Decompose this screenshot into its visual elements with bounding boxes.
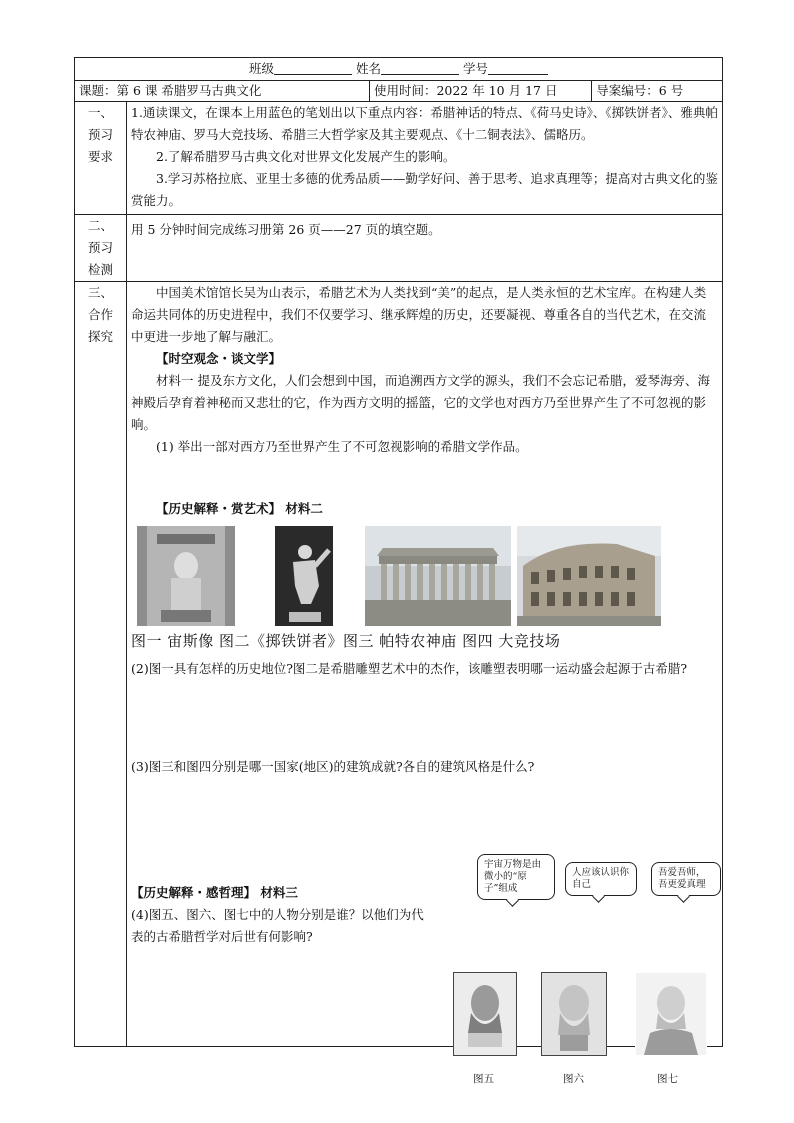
section-1-title-a: 预习	[87, 127, 113, 142]
requirement-1: 1.通读课文，在课本上用蓝色的笔划出以下重点内容：希腊神话的特点、《荷马史诗》、《掷铁饼者》、雅典帕特农神庙、罗马大竞技场、希腊三大哲学家及其主要观点、《十二铜表法》、儒略历。	[131, 105, 718, 142]
question-1: (1) 举出一部对西方乃至世界产生了不可忽视影响的希腊文学作品。	[156, 439, 528, 454]
tag-philosophy: 【历史解释・感哲理】 材料三	[131, 885, 298, 900]
section-1-num: 一、	[87, 105, 113, 120]
section-3-content	[127, 282, 723, 1085]
use-date: 使用时间：2022 年 10 月 17 日	[369, 81, 591, 101]
portrait-fig5	[453, 972, 517, 1056]
portrait-fig7	[635, 972, 707, 1056]
section-2-title-b: 检测	[87, 262, 113, 277]
worksheet-table	[74, 57, 723, 1085]
answer-space-2[interactable]	[131, 680, 718, 756]
fig6-label: 图六	[563, 1073, 584, 1085]
question-3: (3)图三和图四分别是哪一国家(地区)的建筑成就?各自的建筑风格是什么?	[131, 759, 535, 774]
fig7-label: 图七	[657, 1073, 678, 1085]
class-label: 班级	[249, 61, 275, 76]
philosophy-block	[131, 882, 431, 948]
section-3-label	[75, 282, 127, 1047]
section-1-content	[127, 102, 723, 215]
section-3-title-b: 探究	[87, 329, 113, 344]
speech-bubble-democritus: 宇宙万物是由微小的“原子”组成	[477, 854, 555, 900]
question-2: (2)图一具有怎样的历史地位?图二是希腊雕塑艺术中的杰作，该雕塑表明哪一运动盛会起源于古希腊?	[131, 661, 688, 676]
tag-literature: 【时空观念・谈文学】	[156, 351, 282, 366]
preview-task: 用 5 分钟时间完成练习册第 26 页——27 页的填空题。	[131, 222, 441, 237]
meta-row	[75, 81, 723, 102]
section-2-label	[75, 215, 127, 282]
requirement-2: 2.了解希腊罗马古典文化对世界文化发展产生的影响。	[156, 149, 456, 164]
name-label: 姓名	[356, 61, 382, 76]
guide-number: 导案编号：6 号	[596, 83, 684, 98]
header-row	[75, 58, 723, 81]
tag-art: 【历史解释・赏艺术】 材料二	[156, 501, 323, 516]
art-image-row	[131, 526, 718, 626]
question-4: (4)图五、图六、图七中的人物分别是谁？以他们为代表的古希腊哲学对后世有何影响?	[131, 907, 424, 944]
section-3-title-a: 合作	[87, 307, 113, 322]
worksheet	[74, 57, 722, 1085]
fig5-label: 图五	[473, 1073, 494, 1085]
section-3-num: 三、	[87, 285, 113, 300]
portrait-fig6	[541, 972, 607, 1056]
section-2-title-a: 预习	[87, 240, 113, 255]
discobolus-image	[275, 526, 333, 626]
section-2-content	[127, 215, 723, 282]
colosseum-image	[517, 526, 661, 626]
intro-paragraph: 中国美术馆馆长吴为山表示，希腊艺术为人类找到“美”的起点，是人类永恒的艺术宝库。在构建人类命运共同体的历史进程中，我们不仅要学习、继承辉煌的历史，还要凝视、尊重各自的当代艺术，在交流中更进一步地了解与融汇。	[131, 285, 707, 344]
name-blank[interactable]	[381, 60, 459, 75]
speech-bubble-socrates: 人应该认识你自己	[565, 862, 637, 896]
zeus-statue-image	[137, 526, 235, 626]
material-1: 材料一 提及东方文化，人们会想到中国，而追溯西方文学的源头，我们不会忘记希腊，爱琴海旁、海神殿后孕育着神秘而又悲壮的它，作为西方文明的摇篮，它的文学也对西方乃至世界产生了不可忽视的影响。	[131, 373, 710, 432]
section-2-num: 二、	[87, 218, 113, 233]
parthenon-image	[365, 526, 511, 626]
class-blank[interactable]	[274, 60, 352, 75]
requirement-3: 3.学习苏格拉底、亚里士多德的优秀品质——勤学好问、善于思考、追求真理等；提高对古典文化的鉴赏能力。	[131, 171, 718, 208]
art-image-caption: 图一 宙斯像 图二《掷铁饼者》图三 帕特农神庙 图四 大竞技场	[131, 632, 561, 650]
section-1-label	[75, 102, 127, 215]
lesson-title: 课题：第 6 课 希腊罗马古典文化	[75, 81, 369, 101]
section-1-title-b: 要求	[87, 149, 113, 164]
speech-bubble-aristotle: 吾爱吾师，吾更爱真理	[651, 862, 721, 896]
id-label: 学号	[463, 61, 489, 76]
id-blank[interactable]	[488, 60, 548, 75]
answer-space-1[interactable]	[131, 458, 718, 498]
